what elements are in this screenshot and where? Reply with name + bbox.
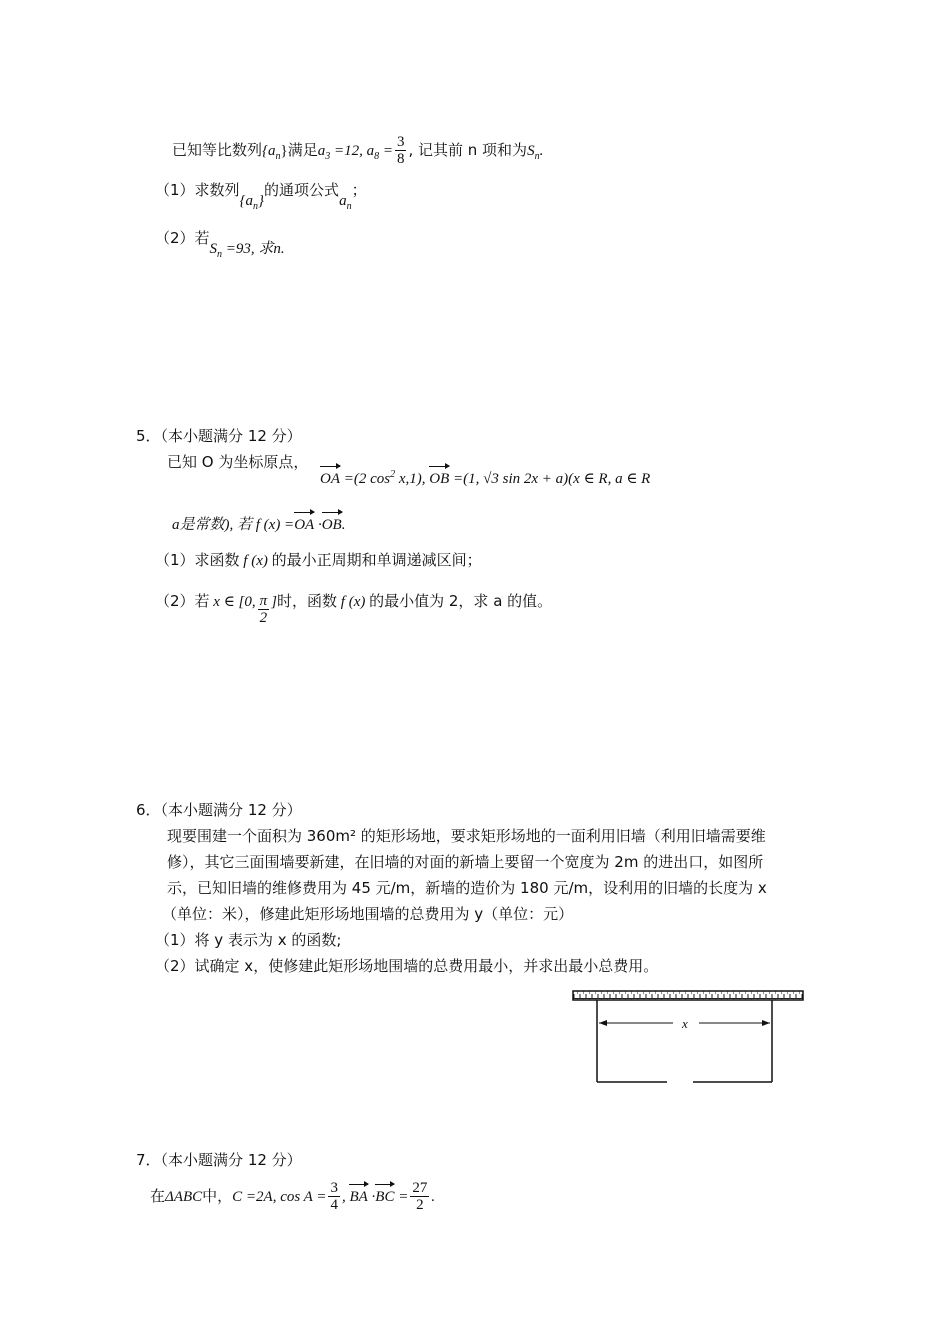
q5-part1 <box>155 550 482 571</box>
q6-part1: （1）将 y 表示为 x 的函数; <box>155 931 342 949</box>
q5-part1-prefix: （1）求函数 <box>155 551 240 569</box>
q5-part2 <box>155 585 553 626</box>
q4-cond: $a_3 =12$, $a_8$ = <box>317 143 393 162</box>
q5-ob-val: =(1, √3 sin 2x + a)(x ∈ R, a ∈ R <box>449 471 651 487</box>
q4-part1-an: $a_n$ <box>339 193 352 212</box>
q5-part2-mid: 时，函数 <box>277 592 338 610</box>
q7-end: . <box>431 1189 436 1205</box>
q5-line2-ob: OB <box>321 517 342 533</box>
q5-part2-frac: $\frac{\pi}{2}$ <box>259 593 268 626</box>
q7-triangle: ΔABC <box>165 1189 203 1205</box>
q6-part2: （2）试确定 x，使修建此矩形场地围墙的总费用最小，并求出最小总费用。 <box>155 957 659 975</box>
q5-line2-oa: OA <box>294 517 315 533</box>
arrow-left-icon <box>599 1020 607 1026</box>
q5-oa-val: =(2 cos <box>340 471 391 487</box>
q5-part2-range-a: x ∈ [0, <box>209 594 256 610</box>
q7-stem: 在ΔABC中，C =2A, cos A = $\frac{3}{4}$ , BA ·BC = $\frac{27}{2}$ . <box>150 1180 436 1213</box>
q5-part2-suffix: 的最小值为 2，求 a 的值。 <box>369 592 553 610</box>
q5-line2-dot: · <box>314 517 322 533</box>
q4-sn: $S_n$. <box>527 143 544 162</box>
q4-part1-prefix: （1）求数列 <box>155 181 240 199</box>
q7-stem-prefix: 在 <box>150 1187 166 1205</box>
q5-part2-range-b: ] <box>271 594 278 610</box>
q4-part2-expr: =93, 求n. <box>222 241 285 257</box>
q6-figure <box>565 985 810 1090</box>
q7-header <box>136 1150 302 1170</box>
figure-label-x: x <box>682 1016 688 1031</box>
q4-stem-prefix: 已知等比数列 <box>172 141 263 159</box>
q7-frac1: $\frac{3}{4}$ <box>330 1180 338 1213</box>
q5-line2 <box>172 515 345 535</box>
q7-number: 7． <box>136 1151 161 1169</box>
old-wall <box>573 991 803 1000</box>
q6-body-line4: （单位：米），修建此矩形场地围墙的总费用为 y（单位：元） <box>162 905 574 923</box>
q4-seq: {$a_n$ <box>262 143 281 162</box>
q4-part2 <box>155 228 285 260</box>
q5-part2-prefix: （2）若 <box>155 592 210 610</box>
q7-dot: · <box>367 1189 376 1205</box>
q5-number: 5． <box>136 427 161 445</box>
arrow-right-icon <box>762 1020 770 1026</box>
q5-vec-ob: OB <box>429 471 450 487</box>
q5-vec-oa: OA <box>320 471 340 487</box>
q6-number: 6． <box>136 801 161 819</box>
q6-header <box>136 800 302 820</box>
q4-part2-prefix: （2）若 <box>155 229 210 247</box>
q6-body-line1: 现要围建一个面积为 360m² 的矩形场地，要求矩形场地的一面利用旧墙（利用旧墙需要维 <box>167 827 766 845</box>
q7-frac2: $\frac{27}{2}$ <box>412 1180 428 1213</box>
q4-stem <box>172 134 543 167</box>
q6-score: （本小题满分 12 分） <box>160 801 302 819</box>
q5-part1-fx: f (x) <box>239 553 272 569</box>
q5-part1-suffix: 的最小正周期和单调递减区间； <box>271 551 482 569</box>
q5-vectors: OA =(2 $\cos^2 x,1$), OB =(1, √3 sin 2x + a)(x ∈ R, a ∈ R <box>320 469 651 487</box>
q6-body-line2: 修），其它三面围墙要新建，在旧墙的对面的新墙上要留一个宽度为 2m 的进出口，如图所 <box>167 853 764 871</box>
q7-vec-bc: BC <box>375 1189 395 1205</box>
q7-vec-ba: BA <box>349 1189 368 1205</box>
q6-body-line3: 示，已知旧墙的维修费用为 45 元/m，新墙的造价为 180 元/m，设利用的旧墙的长度为 x <box>167 879 767 897</box>
q7-score: （本小题满分 12 分） <box>160 1151 302 1169</box>
q5-line2-end: . <box>341 517 346 533</box>
q4-part2-sn: $S_n$ <box>209 241 223 260</box>
q5-header <box>136 426 302 446</box>
q7-eq: = <box>394 1189 409 1205</box>
q4-part1-mid: 的通项公式 <box>264 181 340 199</box>
q5-line2-a: a是常数), 若 f (x) = <box>172 517 295 533</box>
q5-oa-val2: x,1), <box>395 471 430 487</box>
q4-part1-seq: $\{a_n\}$ <box>239 193 265 212</box>
q7-cond: C =2A, cos A = <box>232 1189 327 1205</box>
q5-stem-prefix: 已知 O 为坐标原点， <box>167 453 309 471</box>
q4-part1 <box>155 180 367 212</box>
q4-stem-suffix: , 记其前 n 项和为 <box>408 141 528 159</box>
q4-part1-end: ； <box>351 181 367 199</box>
q4-satisfy: }满足 <box>280 143 318 159</box>
q5-part2-fx: f (x) <box>337 594 370 610</box>
q5-score: （本小题满分 12 分） <box>160 427 302 445</box>
q4-fraction: $\frac{3}{8}$ <box>396 134 405 167</box>
q7-mid: 中， <box>202 1187 233 1205</box>
q5-stem <box>167 452 308 472</box>
